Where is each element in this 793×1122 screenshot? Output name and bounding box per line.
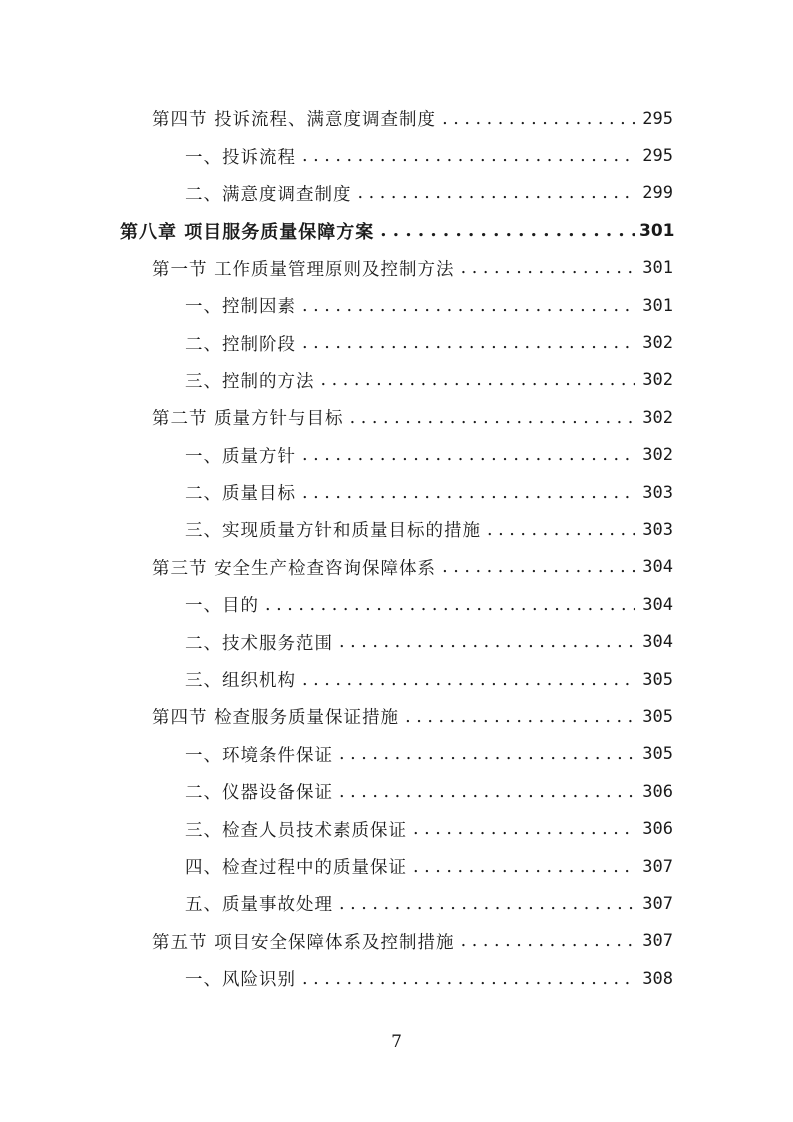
toc-entry-title: 一、目的 [185, 596, 259, 617]
toc-entry-title: 二、满意度调查制度 [185, 184, 352, 205]
toc-entry-title: 第二节 质量方针与目标 [152, 409, 344, 430]
toc-dot-leader [461, 931, 635, 951]
toc-dot-leader [302, 296, 635, 316]
toc-entry-title: 第一节 工作质量管理原则及控制方法 [152, 259, 455, 280]
toc-entry-title: 一、投诉流程 [185, 147, 296, 168]
toc-entry-title: 第五节 项目安全保障体系及控制措施 [152, 932, 455, 953]
toc-entry-title: 二、质量目标 [185, 484, 296, 505]
toc-entry-title: 一、控制因素 [185, 297, 296, 318]
toc-subsection-row[interactable] [0, 324, 793, 361]
toc-dot-leader [413, 857, 635, 877]
toc-entry-title: 一、风险识别 [185, 970, 296, 991]
toc-dot-leader [442, 557, 635, 577]
toc-entry-page-number: 305 [642, 744, 673, 765]
toc-entry-page-number: 307 [642, 931, 673, 952]
toc-entry-page-number: 299 [642, 183, 673, 204]
toc-entry-page-number: 302 [642, 333, 673, 354]
toc-section-row[interactable] [0, 250, 793, 287]
toc-dot-leader [302, 333, 635, 353]
toc-dot-leader [405, 707, 635, 727]
toc-entry-page-number: 307 [642, 856, 673, 877]
toc-dot-leader [487, 520, 635, 540]
toc-dot-leader [413, 819, 635, 839]
toc-subsection-row[interactable] [0, 736, 793, 773]
toc-entry-title: 第八章 项目服务质量保障方案 [120, 221, 375, 243]
toc-subsection-row[interactable] [0, 437, 793, 474]
toc-section-row[interactable] [0, 549, 793, 586]
toc-entry-page-number: 302 [642, 445, 673, 466]
toc-dot-leader [442, 109, 635, 129]
toc-dot-leader [461, 258, 635, 278]
toc-dot-leader [358, 183, 636, 203]
toc-subsection-row[interactable] [0, 511, 793, 548]
toc-subsection-row[interactable] [0, 287, 793, 324]
table-of-contents [0, 100, 793, 997]
toc-chapter-row[interactable] [0, 212, 793, 249]
toc-subsection-row[interactable] [0, 960, 793, 997]
toc-section-row[interactable] [0, 698, 793, 735]
toc-entry-title: 三、检查人员技术素质保证 [185, 820, 407, 841]
toc-subsection-row[interactable] [0, 885, 793, 922]
toc-entry-title: 五、质量事故处理 [185, 895, 333, 916]
toc-dot-leader [339, 782, 635, 802]
toc-entry-title: 第四节 检查服务质量保证措施 [152, 708, 400, 729]
toc-subsection-row[interactable] [0, 773, 793, 810]
toc-subsection-row[interactable] [0, 362, 793, 399]
toc-entry-title: 第三节 安全生产检查咨询保障体系 [152, 558, 437, 579]
toc-entry-title: 四、检查过程中的质量保证 [185, 858, 407, 878]
toc-subsection-row[interactable] [0, 175, 793, 212]
toc-subsection-row[interactable] [0, 848, 793, 885]
toc-subsection-row[interactable] [0, 137, 793, 174]
toc-entry-page-number: 295 [642, 146, 673, 167]
toc-section-row[interactable] [0, 100, 793, 137]
toc-subsection-row[interactable] [0, 623, 793, 660]
toc-dot-leader [302, 483, 635, 503]
toc-entry-title: 一、环境条件保证 [185, 745, 333, 766]
toc-entry-title: 二、控制阶段 [185, 334, 296, 355]
toc-entry-page-number: 302 [642, 370, 673, 391]
toc-dot-leader [350, 408, 635, 428]
toc-section-row[interactable] [0, 923, 793, 960]
toc-entry-page-number: 305 [642, 706, 673, 727]
toc-dot-leader [380, 220, 635, 241]
toc-entry-page-number: 305 [642, 669, 673, 690]
toc-entry-title: 一、质量方针 [185, 446, 296, 467]
toc-entry-page-number: 302 [642, 407, 673, 428]
toc-subsection-row[interactable] [0, 810, 793, 847]
toc-entry-title: 二、仪器设备保证 [185, 783, 333, 804]
toc-dot-leader [302, 146, 635, 166]
toc-entry-title: 三、组织机构 [185, 671, 296, 692]
toc-entry-page-number: 306 [642, 781, 673, 802]
toc-dot-leader [339, 632, 635, 652]
toc-section-row[interactable] [0, 399, 793, 436]
toc-entry-title: 二、技术服务范围 [185, 633, 333, 654]
toc-entry-page-number: 301 [642, 295, 673, 316]
toc-dot-leader [302, 445, 635, 465]
toc-dot-leader [302, 670, 635, 690]
toc-dot-leader [321, 370, 636, 390]
toc-subsection-row[interactable] [0, 586, 793, 623]
toc-entry-page-number: 301 [642, 258, 673, 279]
toc-entry-page-number: 295 [642, 108, 673, 129]
page-number: 7 [391, 1032, 402, 1052]
toc-entry-page-number: 308 [642, 968, 673, 989]
toc-entry-page-number: 304 [642, 632, 673, 653]
toc-entry-title: 第四节 投诉流程、满意度调查制度 [152, 110, 437, 131]
toc-dot-leader [302, 969, 635, 989]
toc-entry-title: 三、实现质量方针和质量目标的措施 [185, 521, 481, 542]
toc-subsection-row[interactable] [0, 661, 793, 698]
toc-entry-page-number: 304 [642, 594, 673, 615]
toc-entry-title: 三、控制的方法 [185, 371, 315, 392]
toc-entry-page-number: 307 [642, 893, 673, 914]
toc-subsection-row[interactable] [0, 474, 793, 511]
toc-entry-page-number: 304 [642, 557, 673, 578]
toc-entry-page-number: 303 [642, 482, 673, 503]
toc-entry-page-number: 301 [639, 220, 675, 241]
toc-entry-page-number: 303 [642, 519, 673, 540]
toc-dot-leader [339, 744, 635, 764]
toc-entry-page-number: 306 [642, 819, 673, 840]
toc-dot-leader [339, 894, 635, 914]
toc-dot-leader [265, 595, 635, 615]
